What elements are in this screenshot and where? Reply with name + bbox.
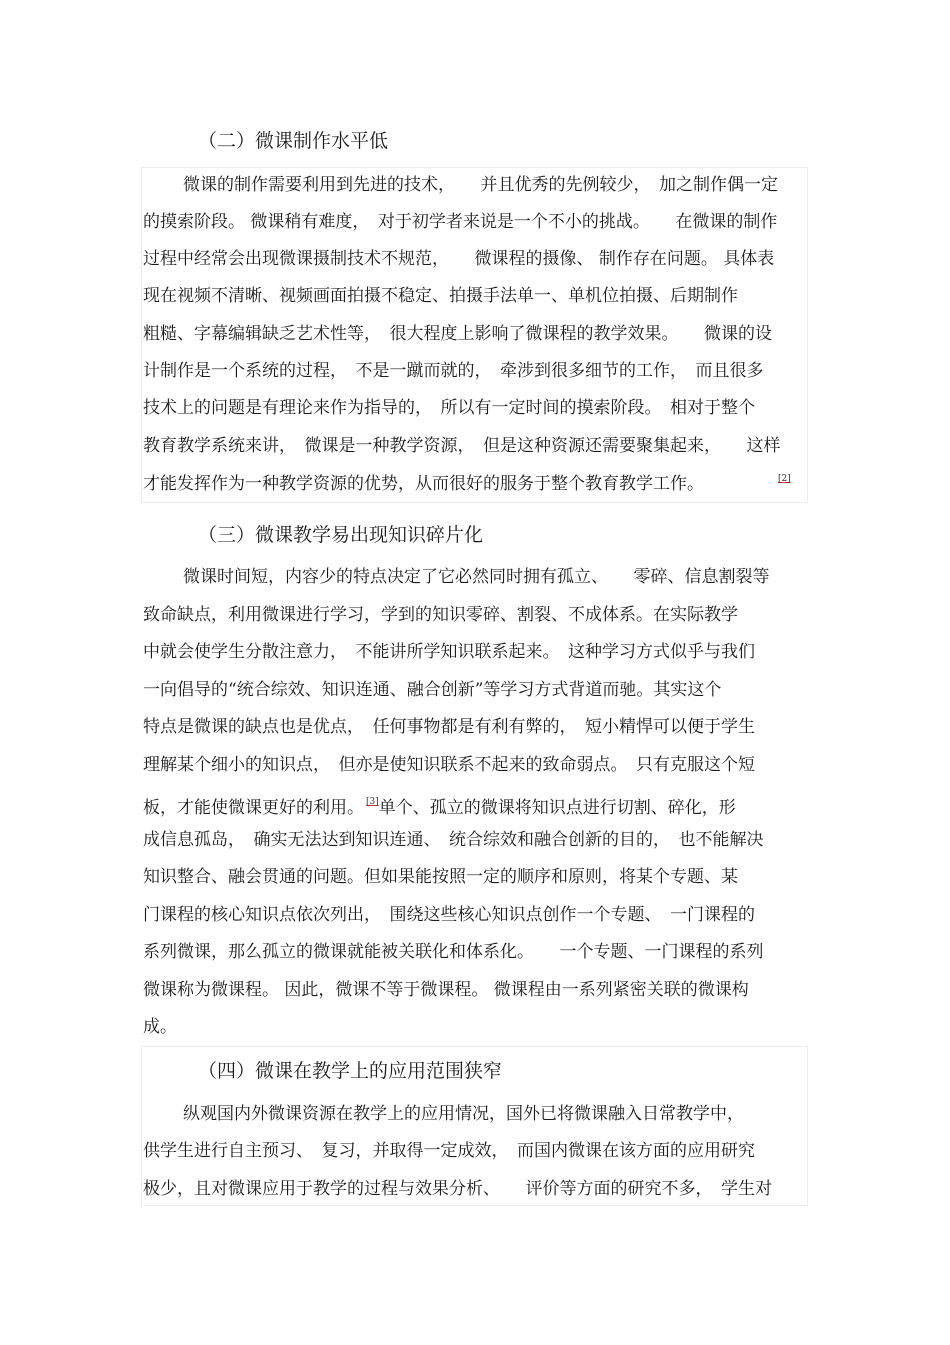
paragraph-line: 微课的制作需要利用到先进的技术， 并且优秀的先例较少， 加之制作偶一定 bbox=[183, 175, 778, 195]
citation-ref[interactable]: [2] bbox=[778, 474, 791, 484]
paragraph-line: 现在视频不清晰、视频画面拍摄不稳定、拍摄手法单一、单机位拍摄、后期制作 bbox=[143, 286, 738, 306]
paragraph-line: 供学生进行自主预习、 复习，并取得一定成效， 而国内微课在该方面的应用研究 bbox=[143, 1141, 755, 1161]
paragraph-line bbox=[143, 790, 736, 820]
paragraph-line: 才能发挥作为一种教学资源的优势，从而很好的服务于整个教育教学工作。 bbox=[143, 474, 704, 494]
paragraph-line: 的摸索阶段。 微课稍有难度， 对于初学者来说是一个不小的挑战。 在微课的制作 bbox=[143, 212, 778, 232]
paragraph-line: 纵观国内外微课资源在教学上的应用情况，国外已将微课融入日常教学中， bbox=[183, 1104, 744, 1124]
paragraph-line: 教育教学系统来讲， 微课是一种教学资源， 但是这种资源还需要聚集起来， 这样 bbox=[143, 436, 781, 456]
paragraph-line: 极少，且对微课应用于教学的过程与效果分析、 评价等方面的研究不多， 学生对 bbox=[143, 1179, 772, 1199]
paragraph-line: 微课时间短，内容少的特点决定了它必然同时拥有孤立、 零碎、信息割裂等 bbox=[183, 567, 770, 587]
paragraph-line: 一向倡导的“统合综效、知识连通、融合创新”等学习方式背道而驰。其实这个 bbox=[143, 680, 722, 700]
paragraph-line: 成。 bbox=[143, 1017, 177, 1037]
paragraph-line: 计制作是一个系统的过程， 不是一蹴而就的， 牵涉到很多细节的工作， 而且很多 bbox=[143, 361, 764, 381]
paragraph-line: 致命缺点，利用微课进行学习，学到的知识零碎、割裂、不成体系。在实际教学 bbox=[143, 605, 738, 625]
paragraph-line: 系列微课，那么孤立的微课就能被关联化和体系化。 一个专题、一门课程的系列 bbox=[143, 942, 764, 962]
paragraph-line: 技术上的问题是有理论来作为指导的， 所以有一定时间的摸索阶段。 相对于整个 bbox=[143, 398, 755, 418]
section-heading-2: （二）微课制作水平低 bbox=[198, 130, 389, 152]
paragraph-line: 粗糙、字幕编辑缺乏艺术性等， 很大程度上影响了微课程的教学效果。 微课的设 bbox=[143, 324, 772, 344]
paragraph-line: 中就会使学生分散注意力， 不能讲所学知识联系起来。 这种学习方式似乎与我们 bbox=[143, 642, 755, 662]
line-text: 单个、孤立的微课将知识点进行切割、碎化，形 bbox=[378, 798, 736, 818]
line-text: 板，才能使微课更好的利用。 bbox=[143, 798, 364, 818]
paragraph-line: 过程中经常会出现微课摄制技术不规范， 微课程的摄像、 制作存在问题。 具体表 bbox=[143, 249, 775, 269]
section-heading-3: （三）微课教学易出现知识碎片化 bbox=[198, 524, 484, 546]
paragraph-line: 特点是微课的缺点也是优点， 任何事物都是有利有弊的， 短小精悍可以便于学生 bbox=[143, 717, 755, 737]
paragraph-line: 成信息孤岛， 确实无法达到知识连通、 统合综效和融合创新的目的， 也不能解决 bbox=[143, 830, 764, 850]
citation-ref[interactable]: [3] bbox=[366, 797, 379, 807]
paragraph-line: 门课程的核心知识点依次列出， 围绕这些核心知识点创作一个专题、 一门课程的 bbox=[143, 905, 755, 925]
paragraph-line: 微课称为微课程。 因此，微课不等于微课程。 微课程由一系列紧密关联的微课构 bbox=[143, 980, 749, 1000]
section-heading-4: （四）微课在教学上的应用范围狭窄 bbox=[198, 1060, 503, 1082]
paragraph-line: 知识整合、融会贯通的问题。但如果能按照一定的顺序和原则，将某个专题、某 bbox=[143, 867, 738, 887]
paragraph-line: 理解某个细小的知识点， 但亦是使知识联系不起来的致命弱点。 只有克服这个短 bbox=[143, 755, 755, 775]
